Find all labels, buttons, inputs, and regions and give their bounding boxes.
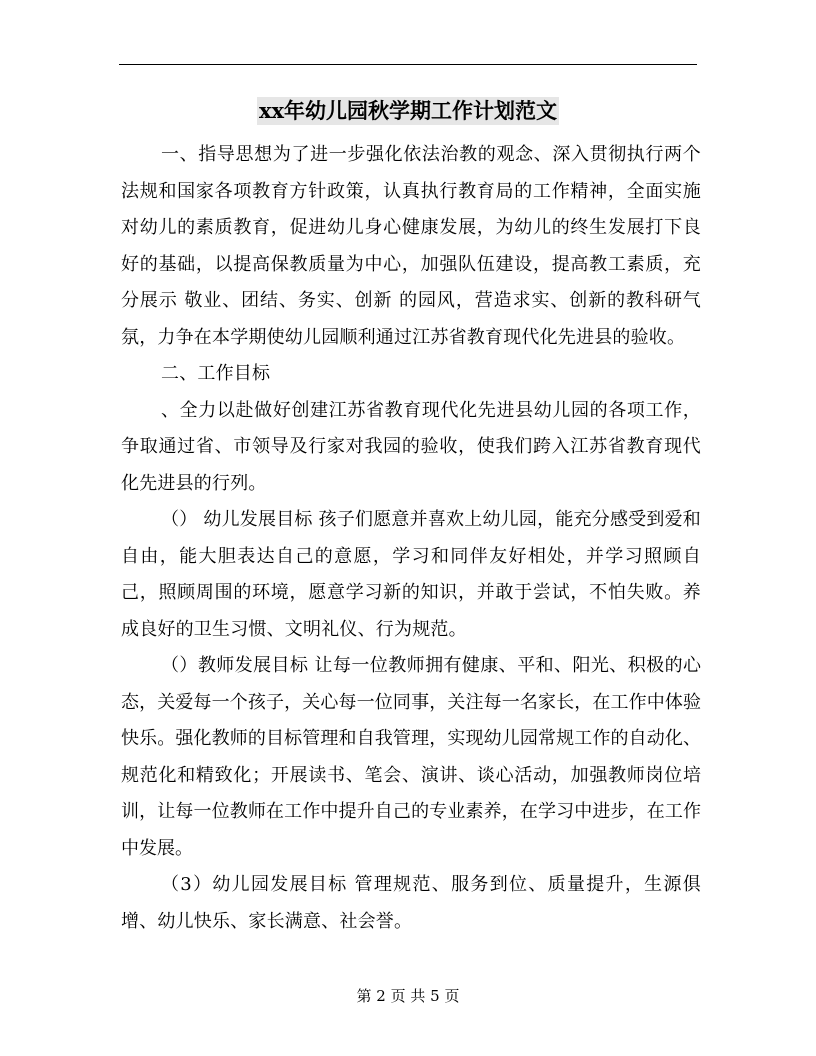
title-container [0,97,816,125]
document-body [121,137,701,940]
paragraph-teacher-development-goal: （）教师发展目标 让每一位教师拥有健康、平和、阳光、积极的心态，关爱每一个孩子，关心每一位同事，关注每一名家长，在工作中体验快乐。强化教师的目标管理和自我管理，实现幼儿园常规工作的自动化、规范化和精致化；开展读书、笔会、演讲、谈心活动，加强教师岗位培训，让每一位教师在工作中提升自己的专业素养，在学习中进步，在工作中发展。 [121,655,701,859]
page-indicator: 第 2 页 共 5 页 [356,987,460,1005]
paragraph-guiding-ideology: 一、指导思想为了进一步强化依法治教的观念、深入贯彻执行两个法规和国家各项教育方针政策，认真执行教育局的工作精神，全面实施对幼儿的素质教育，促进幼儿身心健康发展，为幼儿的终生发展打下良好的基础，以提高保教质量为中心，加强队伍建设，提高教工素质，充分展示 敬业、团结、务实、创新 的园风，营造求实、创新的教科研气氛，力争在本学期使幼儿园顺利通过江苏省教育现代化先进县的验收。 [121,144,701,348]
header-rule [119,64,697,65]
paragraph-modernization-goal: 、全力以赴做好创建江苏省教育现代化先进县幼儿园的各项工作，争取通过省、市领导及行家对我园的验收，使我们跨入江苏省教育现代化先进县的行列。 [121,399,701,494]
paragraph-work-goals-heading: 二、工作目标 [161,363,271,384]
paragraph-child-development-goal: （） 幼儿发展目标 孩子们愿意并喜欢上幼儿园，能充分感受到爱和自由，能大胆表达自己的意愿，学习和同伴友好相处，并学习照顾自己，照顾周围的环境，愿意学习新的知识，并敢于尝试，不怕失败。养成良好的卫生习惯、文明礼仪、行为规范。 [121,509,701,640]
paragraph-kindergarten-development-goal: （3）幼儿园发展目标 管理规范、服务到位、质量提升，生源俱增、幼儿快乐、家长满意、社会誉。 [121,874,701,932]
document-title: xx年幼儿园秋学期工作计划范文 [258,98,558,123]
